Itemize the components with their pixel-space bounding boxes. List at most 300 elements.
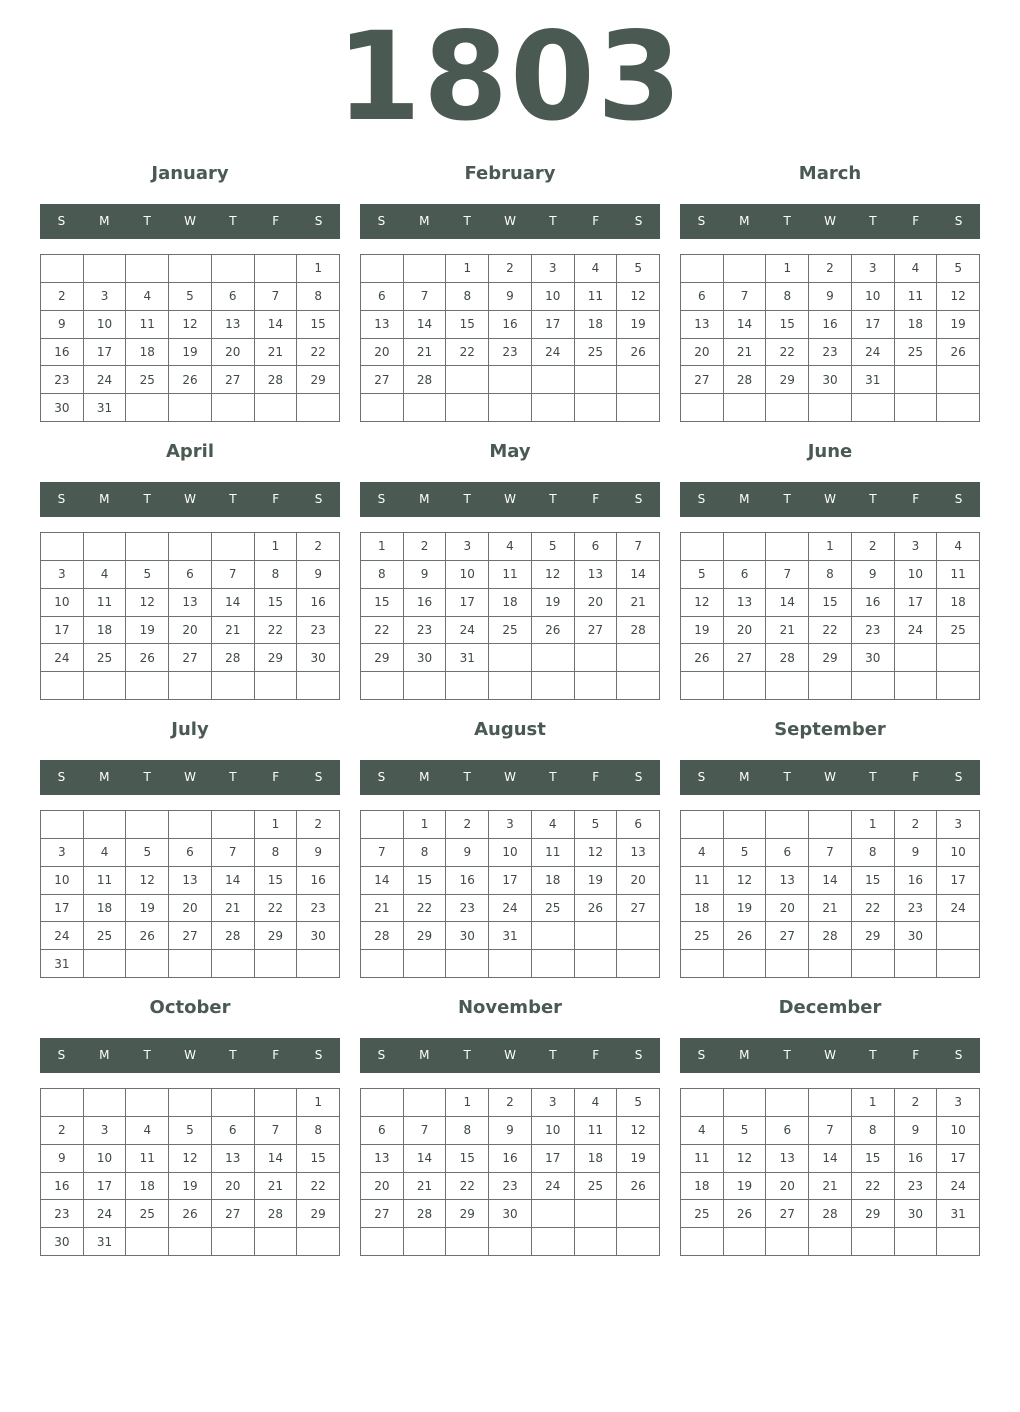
day-cell: 28 xyxy=(404,366,447,394)
empty-cell xyxy=(446,1228,489,1256)
day-cell: 16 xyxy=(297,867,340,895)
empty-cell xyxy=(575,1228,618,1256)
empty-cell xyxy=(895,644,938,672)
weekday-label: W xyxy=(824,1048,836,1062)
day-cell: 24 xyxy=(84,1200,127,1228)
day-cell: 21 xyxy=(617,589,660,617)
weekday-label: M xyxy=(419,214,430,228)
weekday-header xyxy=(40,204,340,239)
day-cell: 16 xyxy=(489,1145,532,1173)
day-cell: 9 xyxy=(446,839,489,867)
day-cell: 28 xyxy=(766,644,809,672)
empty-cell xyxy=(617,644,660,672)
empty-cell xyxy=(937,1228,980,1256)
day-cell: 18 xyxy=(937,589,980,617)
weekday-header xyxy=(40,482,340,517)
day-cell: 25 xyxy=(126,1200,169,1228)
day-cell: 31 xyxy=(84,394,127,422)
day-cell: 12 xyxy=(681,589,724,617)
day-cell: 19 xyxy=(126,895,169,923)
day-cell: 11 xyxy=(681,1145,724,1173)
weekday-label: T xyxy=(143,492,151,506)
day-cell: 9 xyxy=(809,283,852,311)
day-cell: 23 xyxy=(895,1173,938,1201)
day-cell: 9 xyxy=(297,839,340,867)
day-cell: 16 xyxy=(41,339,84,367)
day-cell: 4 xyxy=(84,839,127,867)
day-cell: 29 xyxy=(766,366,809,394)
day-cell: 31 xyxy=(852,366,895,394)
day-cell: 29 xyxy=(809,644,852,672)
day-cell: 7 xyxy=(404,283,447,311)
day-cell: 6 xyxy=(575,533,618,561)
day-cell: 11 xyxy=(126,1145,169,1173)
empty-cell xyxy=(766,811,809,839)
empty-cell xyxy=(84,533,127,561)
day-cell: 26 xyxy=(681,644,724,672)
empty-cell xyxy=(809,811,852,839)
day-cell: 13 xyxy=(617,839,660,867)
weekday-label: W xyxy=(184,492,196,506)
weekday-label: M xyxy=(419,492,430,506)
empty-cell xyxy=(575,366,618,394)
day-cell: 4 xyxy=(575,1089,618,1117)
empty-cell xyxy=(297,394,340,422)
day-cell: 7 xyxy=(361,839,404,867)
day-cell: 15 xyxy=(255,867,298,895)
day-cell: 13 xyxy=(361,1145,404,1173)
weekday-label: S xyxy=(634,1048,643,1062)
weekday-header xyxy=(680,482,980,517)
empty-cell xyxy=(489,644,532,672)
empty-cell xyxy=(297,1228,340,1256)
day-cell: 6 xyxy=(361,283,404,311)
day-cell: 18 xyxy=(575,1145,618,1173)
weekday-label: W xyxy=(504,492,516,506)
day-cell: 4 xyxy=(84,561,127,589)
empty-cell xyxy=(532,366,575,394)
day-cell: 27 xyxy=(169,644,212,672)
day-cell: 22 xyxy=(852,895,895,923)
empty-cell xyxy=(84,950,127,978)
empty-cell xyxy=(617,922,660,950)
empty-cell xyxy=(126,672,169,700)
empty-cell xyxy=(41,672,84,700)
empty-cell xyxy=(489,366,532,394)
day-cell: 19 xyxy=(724,1173,767,1201)
day-cell: 13 xyxy=(766,867,809,895)
day-cell: 13 xyxy=(169,867,212,895)
day-cell: 11 xyxy=(84,867,127,895)
day-cell: 2 xyxy=(446,811,489,839)
weekday-label: S xyxy=(314,214,323,228)
day-cell: 11 xyxy=(489,561,532,589)
day-cell: 21 xyxy=(255,1173,298,1201)
day-cell: 15 xyxy=(446,1145,489,1173)
weekday-label: M xyxy=(419,1048,430,1062)
day-cell: 13 xyxy=(681,311,724,339)
weekday-label: S xyxy=(314,1048,323,1062)
empty-cell xyxy=(766,533,809,561)
day-cell: 20 xyxy=(169,895,212,923)
empty-cell xyxy=(532,394,575,422)
day-cell: 31 xyxy=(41,950,84,978)
day-cell: 9 xyxy=(895,839,938,867)
day-cell: 29 xyxy=(852,1200,895,1228)
weekday-label: W xyxy=(184,214,196,228)
day-cell: 4 xyxy=(126,283,169,311)
day-cell: 2 xyxy=(895,1089,938,1117)
day-cell: 11 xyxy=(895,283,938,311)
month-name: April xyxy=(165,441,215,462)
day-cell: 17 xyxy=(446,589,489,617)
day-cell: 15 xyxy=(404,867,447,895)
empty-cell xyxy=(126,255,169,283)
day-cell: 20 xyxy=(575,589,618,617)
empty-cell xyxy=(126,950,169,978)
day-cell: 29 xyxy=(255,644,298,672)
day-cell: 26 xyxy=(937,339,980,367)
day-cell: 9 xyxy=(489,283,532,311)
day-cell: 27 xyxy=(212,1200,255,1228)
day-cell: 14 xyxy=(212,589,255,617)
day-cell: 29 xyxy=(404,922,447,950)
day-cell: 22 xyxy=(852,1173,895,1201)
day-cell: 15 xyxy=(297,311,340,339)
day-cell: 2 xyxy=(852,533,895,561)
day-cell: 14 xyxy=(361,867,404,895)
empty-cell xyxy=(724,255,767,283)
day-cell: 6 xyxy=(724,561,767,589)
day-cell: 26 xyxy=(126,644,169,672)
day-cell: 17 xyxy=(937,1145,980,1173)
empty-cell xyxy=(809,394,852,422)
day-cell: 5 xyxy=(724,839,767,867)
empty-cell xyxy=(489,1228,532,1256)
empty-cell xyxy=(404,394,447,422)
weekday-label: F xyxy=(912,492,920,506)
empty-cell xyxy=(724,672,767,700)
day-cell: 22 xyxy=(446,339,489,367)
day-cell: 20 xyxy=(766,895,809,923)
empty-cell xyxy=(169,811,212,839)
weekday-label: M xyxy=(739,770,750,784)
empty-cell xyxy=(169,533,212,561)
empty-cell xyxy=(724,950,767,978)
day-cell: 8 xyxy=(255,561,298,589)
day-cell: 16 xyxy=(809,311,852,339)
empty-cell xyxy=(724,533,767,561)
month-name: November xyxy=(457,997,563,1018)
day-cell: 15 xyxy=(297,1145,340,1173)
day-cell: 16 xyxy=(489,311,532,339)
day-cell: 21 xyxy=(404,1173,447,1201)
weekday-label: S xyxy=(634,770,643,784)
empty-cell xyxy=(895,1228,938,1256)
day-cell: 1 xyxy=(852,811,895,839)
day-cell: 5 xyxy=(724,1117,767,1145)
day-cell: 14 xyxy=(766,589,809,617)
day-cell: 23 xyxy=(297,895,340,923)
day-grid xyxy=(40,1088,340,1256)
empty-cell xyxy=(169,394,212,422)
empty-cell xyxy=(84,672,127,700)
day-cell: 30 xyxy=(404,644,447,672)
day-cell: 10 xyxy=(84,1145,127,1173)
empty-cell xyxy=(255,1089,298,1117)
weekday-label: S xyxy=(954,214,963,228)
day-cell: 21 xyxy=(361,895,404,923)
day-cell: 16 xyxy=(895,1145,938,1173)
day-cell: 20 xyxy=(212,339,255,367)
day-cell: 10 xyxy=(937,839,980,867)
day-cell: 23 xyxy=(489,339,532,367)
day-cell: 25 xyxy=(126,366,169,394)
day-cell: 23 xyxy=(489,1173,532,1201)
day-cell: 24 xyxy=(532,339,575,367)
weekday-label: T xyxy=(869,1048,877,1062)
empty-cell xyxy=(895,394,938,422)
month-name: January xyxy=(151,163,229,184)
weekday-label: W xyxy=(824,214,836,228)
day-grid xyxy=(40,532,340,700)
empty-cell xyxy=(84,255,127,283)
day-cell: 25 xyxy=(681,1200,724,1228)
day-cell: 20 xyxy=(681,339,724,367)
empty-cell xyxy=(404,1089,447,1117)
weekday-label: S xyxy=(377,214,386,228)
day-cell: 1 xyxy=(255,533,298,561)
day-cell: 17 xyxy=(84,339,127,367)
empty-cell xyxy=(937,672,980,700)
day-cell: 18 xyxy=(681,1173,724,1201)
day-cell: 15 xyxy=(766,311,809,339)
day-cell: 26 xyxy=(169,1200,212,1228)
day-cell: 1 xyxy=(255,811,298,839)
day-cell: 25 xyxy=(532,895,575,923)
empty-cell xyxy=(489,394,532,422)
weekday-label: T xyxy=(143,214,151,228)
empty-cell xyxy=(937,922,980,950)
day-cell: 11 xyxy=(681,867,724,895)
day-cell: 25 xyxy=(681,922,724,950)
empty-cell xyxy=(212,672,255,700)
day-cell: 18 xyxy=(681,895,724,923)
day-cell: 10 xyxy=(446,561,489,589)
empty-cell xyxy=(681,1089,724,1117)
empty-cell xyxy=(446,950,489,978)
empty-cell xyxy=(532,1200,575,1228)
day-cell: 17 xyxy=(489,867,532,895)
empty-cell xyxy=(361,1228,404,1256)
day-cell: 6 xyxy=(212,283,255,311)
day-cell: 26 xyxy=(617,339,660,367)
day-cell: 31 xyxy=(446,644,489,672)
day-cell: 3 xyxy=(532,255,575,283)
day-cell: 15 xyxy=(446,311,489,339)
empty-cell xyxy=(404,672,447,700)
weekday-label: F xyxy=(272,214,280,228)
day-cell: 26 xyxy=(724,1200,767,1228)
weekday-label: T xyxy=(549,214,557,228)
empty-cell xyxy=(617,950,660,978)
day-cell: 21 xyxy=(809,1173,852,1201)
empty-cell xyxy=(255,672,298,700)
day-cell: 6 xyxy=(169,561,212,589)
empty-cell xyxy=(126,1089,169,1117)
month-name: December xyxy=(778,997,882,1018)
day-cell: 23 xyxy=(809,339,852,367)
empty-cell xyxy=(575,394,618,422)
day-cell: 20 xyxy=(724,617,767,645)
day-cell: 31 xyxy=(489,922,532,950)
weekday-label: T xyxy=(783,214,791,228)
day-cell: 1 xyxy=(297,255,340,283)
weekday-header xyxy=(40,760,340,795)
empty-cell xyxy=(361,1089,404,1117)
weekday-label: S xyxy=(954,1048,963,1062)
day-cell: 28 xyxy=(809,1200,852,1228)
empty-cell xyxy=(681,672,724,700)
month-name: October xyxy=(149,997,231,1018)
day-cell: 14 xyxy=(255,1145,298,1173)
day-cell: 11 xyxy=(575,1117,618,1145)
weekday-header xyxy=(360,760,660,795)
empty-cell xyxy=(937,394,980,422)
day-cell: 25 xyxy=(489,617,532,645)
day-cell: 22 xyxy=(404,895,447,923)
day-cell: 7 xyxy=(724,283,767,311)
empty-cell xyxy=(126,394,169,422)
day-cell: 18 xyxy=(84,895,127,923)
day-cell: 2 xyxy=(41,283,84,311)
empty-cell xyxy=(446,672,489,700)
weekday-label: T xyxy=(463,492,471,506)
empty-cell xyxy=(404,1228,447,1256)
day-cell: 28 xyxy=(212,922,255,950)
day-cell: 9 xyxy=(404,561,447,589)
weekday-label: T xyxy=(869,770,877,784)
day-cell: 30 xyxy=(489,1200,532,1228)
day-cell: 7 xyxy=(766,561,809,589)
weekday-label: T xyxy=(549,770,557,784)
day-cell: 12 xyxy=(532,561,575,589)
day-cell: 27 xyxy=(681,366,724,394)
weekday-label: F xyxy=(592,214,600,228)
day-cell: 8 xyxy=(852,1117,895,1145)
weekday-label: W xyxy=(504,1048,516,1062)
empty-cell xyxy=(446,366,489,394)
day-cell: 5 xyxy=(169,1117,212,1145)
day-cell: 28 xyxy=(404,1200,447,1228)
day-cell: 19 xyxy=(937,311,980,339)
day-cell: 21 xyxy=(809,895,852,923)
day-cell: 31 xyxy=(937,1200,980,1228)
day-cell: 9 xyxy=(895,1117,938,1145)
day-cell: 12 xyxy=(169,1145,212,1173)
day-cell: 27 xyxy=(617,895,660,923)
day-cell: 20 xyxy=(617,867,660,895)
empty-cell xyxy=(126,811,169,839)
day-cell: 21 xyxy=(766,617,809,645)
day-cell: 14 xyxy=(724,311,767,339)
day-cell: 23 xyxy=(297,617,340,645)
weekday-label: M xyxy=(99,214,110,228)
day-cell: 2 xyxy=(404,533,447,561)
empty-cell xyxy=(169,1228,212,1256)
empty-cell xyxy=(84,1089,127,1117)
day-grid xyxy=(40,254,340,422)
day-cell: 19 xyxy=(617,311,660,339)
day-cell: 3 xyxy=(41,839,84,867)
day-cell: 30 xyxy=(852,644,895,672)
weekday-label: M xyxy=(99,492,110,506)
weekday-label: W xyxy=(184,1048,196,1062)
day-cell: 1 xyxy=(446,1089,489,1117)
day-grid xyxy=(40,810,340,978)
day-cell: 13 xyxy=(575,561,618,589)
day-cell: 5 xyxy=(169,283,212,311)
day-cell: 10 xyxy=(532,1117,575,1145)
day-cell: 14 xyxy=(255,311,298,339)
day-cell: 24 xyxy=(41,644,84,672)
day-cell: 30 xyxy=(297,644,340,672)
day-cell: 11 xyxy=(575,283,618,311)
day-cell: 2 xyxy=(489,1089,532,1117)
empty-cell xyxy=(809,1089,852,1117)
empty-cell xyxy=(809,1228,852,1256)
day-cell: 4 xyxy=(532,811,575,839)
day-cell: 11 xyxy=(532,839,575,867)
weekday-header xyxy=(680,204,980,239)
empty-cell xyxy=(766,1089,809,1117)
day-cell: 25 xyxy=(895,339,938,367)
day-cell: 25 xyxy=(84,922,127,950)
day-cell: 1 xyxy=(852,1089,895,1117)
weekday-label: M xyxy=(739,492,750,506)
day-cell: 21 xyxy=(255,339,298,367)
day-cell: 13 xyxy=(212,1145,255,1173)
empty-cell xyxy=(212,255,255,283)
day-cell: 13 xyxy=(212,311,255,339)
day-cell: 18 xyxy=(126,1173,169,1201)
weekday-label: T xyxy=(549,492,557,506)
day-cell: 5 xyxy=(617,255,660,283)
day-cell: 30 xyxy=(297,922,340,950)
day-cell: 6 xyxy=(212,1117,255,1145)
day-cell: 16 xyxy=(297,589,340,617)
weekday-header xyxy=(680,1038,980,1073)
day-cell: 26 xyxy=(126,922,169,950)
day-cell: 2 xyxy=(297,533,340,561)
day-cell: 26 xyxy=(169,366,212,394)
empty-cell xyxy=(361,950,404,978)
day-cell: 21 xyxy=(212,617,255,645)
day-cell: 24 xyxy=(532,1173,575,1201)
day-cell: 7 xyxy=(212,839,255,867)
day-cell: 9 xyxy=(297,561,340,589)
day-cell: 4 xyxy=(681,839,724,867)
weekday-label: W xyxy=(504,770,516,784)
day-cell: 6 xyxy=(766,839,809,867)
day-cell: 24 xyxy=(489,895,532,923)
empty-cell xyxy=(212,394,255,422)
empty-cell xyxy=(361,672,404,700)
month-name: July xyxy=(171,719,209,740)
day-cell: 30 xyxy=(895,922,938,950)
day-cell: 28 xyxy=(255,1200,298,1228)
empty-cell xyxy=(724,811,767,839)
